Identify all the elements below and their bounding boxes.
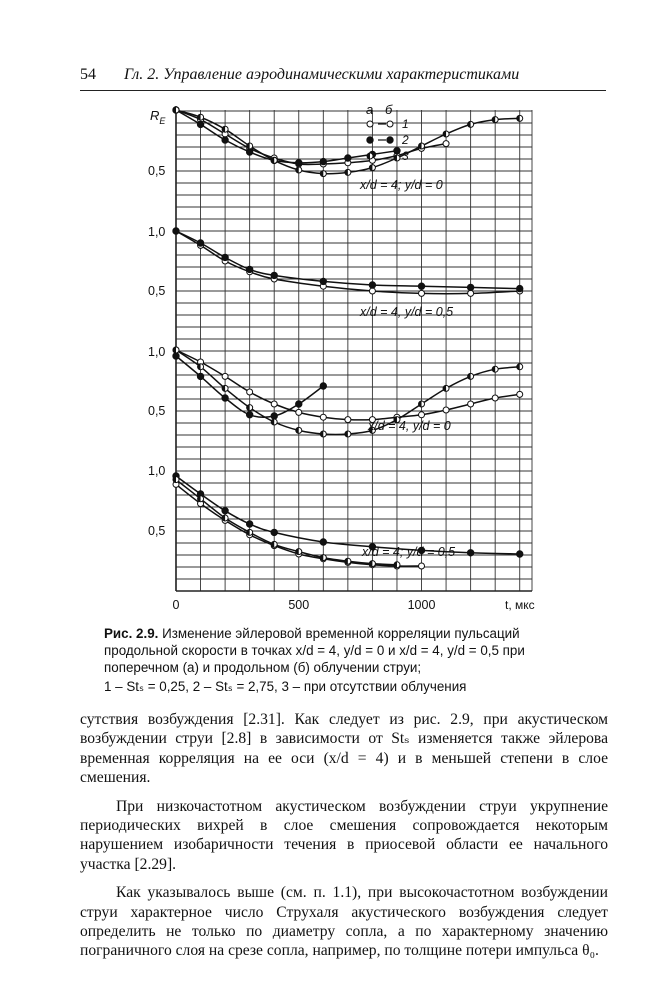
filled-circle-marker (467, 284, 473, 290)
page-header (80, 66, 606, 88)
chart-labels (359, 178, 455, 559)
filled-circle-marker (320, 539, 326, 545)
open-circle-marker (492, 395, 498, 401)
filled-circle-marker (387, 137, 393, 143)
chart-ticks (148, 108, 535, 612)
filled-circle-marker (394, 148, 400, 154)
x-axis-label: t, мкс (505, 598, 535, 612)
open-circle-marker (419, 412, 425, 418)
y-tick-label: 1,0 (148, 225, 166, 239)
open-circle-marker (443, 141, 449, 147)
y-tick-label: 0,5 (148, 284, 166, 298)
open-circle-marker (468, 290, 474, 296)
filled-circle-marker (197, 121, 203, 127)
chart-grid (176, 106, 532, 591)
filled-circle-marker (296, 160, 302, 166)
legend-label: 3 (402, 149, 409, 163)
series-line (176, 110, 397, 163)
open-circle-marker (320, 414, 326, 420)
x-tick-label: 500 (288, 598, 310, 612)
open-circle-marker (443, 407, 449, 413)
header-rule (80, 90, 606, 91)
open-circle-marker (369, 288, 375, 294)
legend-label: 2 (402, 133, 409, 147)
filled-circle-marker (367, 137, 373, 143)
filled-circle-marker (320, 278, 326, 284)
figure-caption (104, 625, 588, 695)
filled-circle-marker (271, 413, 277, 419)
filled-circle-marker (222, 508, 228, 514)
running-title: Гл. 2. Управление аэродинамическими характеристиками (124, 66, 520, 83)
filled-circle-marker (246, 521, 252, 527)
legend-header-b: б (385, 102, 393, 117)
y-axis-label-subscript: E (159, 116, 166, 126)
panel-label: x/d = 4; y/d = 0 (360, 178, 443, 192)
open-circle-marker (271, 401, 277, 407)
panel-label: x/d = 4, y/d = 0,5 (360, 305, 454, 319)
filled-circle-marker (271, 272, 277, 278)
caption-legend-line: 1 – Stₛ = 0,25, 2 – Stₛ = 2,75, 3 – при отсутствии облучения (104, 679, 467, 694)
open-circle-marker (468, 401, 474, 407)
y-axis-label: $R_E$ (150, 108, 166, 126)
filled-circle-marker (173, 353, 179, 359)
filled-circle-marker (222, 137, 228, 143)
panel-label: x/d = 4, y/d = 0 (368, 419, 451, 433)
paragraph-1: сутствия возбуждения [2.31]. Как следует из рис. 2.9, при акустическом возбуждении струи [2.8] в зависимости от Stₛ изменяется также эйлерова временная корреляция на ее оси (x/d = 4) и в меньшей степени в слое смешения. (80, 711, 608, 787)
open-circle-marker (419, 563, 425, 569)
open-circle-marker (367, 121, 373, 127)
filled-circle-marker (173, 228, 179, 234)
x-tick-label: 1000 (407, 598, 436, 612)
correlation-chart (0, 94, 672, 624)
open-circle-marker (517, 391, 523, 397)
filled-circle-marker (222, 395, 228, 401)
filled-circle-marker (320, 158, 326, 164)
y-tick-label: 0,5 (148, 404, 166, 418)
filled-circle-marker (197, 373, 203, 379)
filled-circle-marker (271, 529, 277, 535)
panel-label: x/d = 4; y/d = 0,5 (362, 545, 456, 559)
paragraph-2: При низкочастотном акустическом возбуждении струи укрупнение периодических вихрей в слое смешения сопровождается некоторым нарушением изобаричности течения в приосевой области ее начального участка [2.29]. (80, 797, 608, 873)
open-circle-marker (222, 373, 228, 379)
y-tick-label: 1,0 (148, 345, 166, 359)
filled-circle-marker (517, 285, 523, 291)
open-circle-marker (247, 389, 253, 395)
filled-circle-marker (246, 412, 252, 418)
legend-header-a: а (366, 102, 374, 117)
filled-circle-marker (222, 254, 228, 260)
filled-circle-marker (369, 282, 375, 288)
y-tick-label: 0,5 (148, 164, 166, 178)
filled-circle-marker (320, 383, 326, 389)
filled-circle-marker (345, 155, 351, 161)
page-number: 54 (80, 66, 96, 83)
filled-circle-marker (296, 401, 302, 407)
open-circle-marker (345, 417, 351, 423)
open-circle-marker (387, 121, 393, 127)
filled-circle-marker (246, 266, 252, 272)
filled-circle-marker (418, 283, 424, 289)
y-tick-label: 0,5 (148, 524, 166, 538)
filled-circle-marker (517, 551, 523, 557)
caption-label: Рис. 2.9. (104, 626, 159, 641)
filled-circle-marker (197, 240, 203, 246)
legend-label: 1 (402, 117, 409, 131)
filled-circle-marker (246, 149, 252, 155)
open-circle-marker (419, 290, 425, 296)
body-text (80, 710, 608, 970)
x-tick-label: 0 (172, 598, 180, 612)
paragraph-3: Как указывалось выше (см. п. 1.1), при высокочастотном возбуждении струи характерное число Струхаля акустического возбуждения следует определить не только по диаметру сопла, а по характерному значению пограничного слоя на срезе сопла, например, по толщине потери импульса θ₀. (80, 884, 608, 960)
open-circle-marker (296, 409, 302, 415)
y-tick-label: 1,0 (148, 464, 166, 478)
caption-text: Изменение эйлеровой временной корреляции пульсаций продольной скорости в точках x/d = 4, y/d = 0 и x/d = 4, y/d = 0,5 при поперечном (а) и продольном (б) облучении струи; (104, 626, 525, 675)
filled-circle-marker (467, 550, 473, 556)
